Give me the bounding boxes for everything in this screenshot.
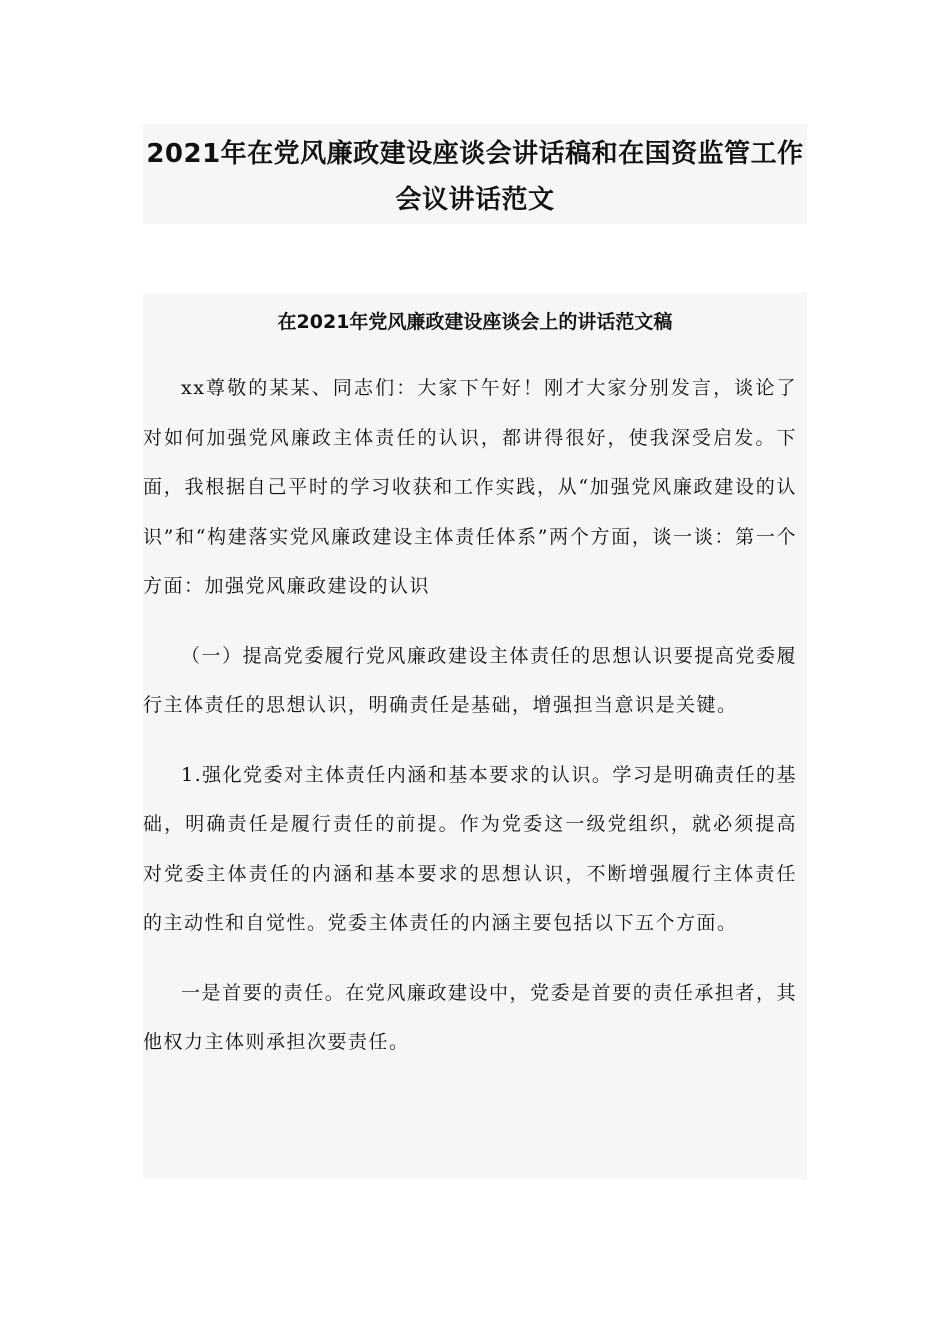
title-block [143,124,807,224]
content-block [143,293,807,1179]
paragraph: 1.强化党委对主体责任内涵和基本要求的认识。学习是明确责任的基础，明确责任是履行责任的前提。作为党委这一级党组织，就必须提高对党委主体责任的内涵和基本要求的思想认识，不断增强履行主体责任的主动性和自觉性。党委主体责任的内涵主要包括以下五个方面。 [143,763,797,934]
paragraph: 一是首要的责任。在党风廉政建设中，党委是首要的责任承担者，其他权力主体则承担次要责任。 [143,981,797,1053]
paragraph: （一）提高党委履行党风廉政建设主体责任的思想认识要提高党委履行主体责任的思想认识，明确责任是基础，增强担当意识是关键。 [143,644,797,716]
paragraph: xx尊敬的某某、同志们：大家下午好！刚才大家分别发言，谈论了对如何加强党风廉政主体责任的认识，都讲得很好，使我深受启发。下面，我根据自己平时的学习收获和工作实践，从“加强党风廉政建设的认识”和“构建落实党风廉政建设主体责任体系”两个方面，谈一谈：第一个方面：加强党风廉政建设的认识 [143,377,797,597]
section-title: 在2021年党风廉政建设座谈会上的讲话范文稿 [277,311,673,333]
document-title: 2021年在党风廉政建设座谈会讲话稿和在国资监管工作会议讲话范文 [146,139,804,215]
